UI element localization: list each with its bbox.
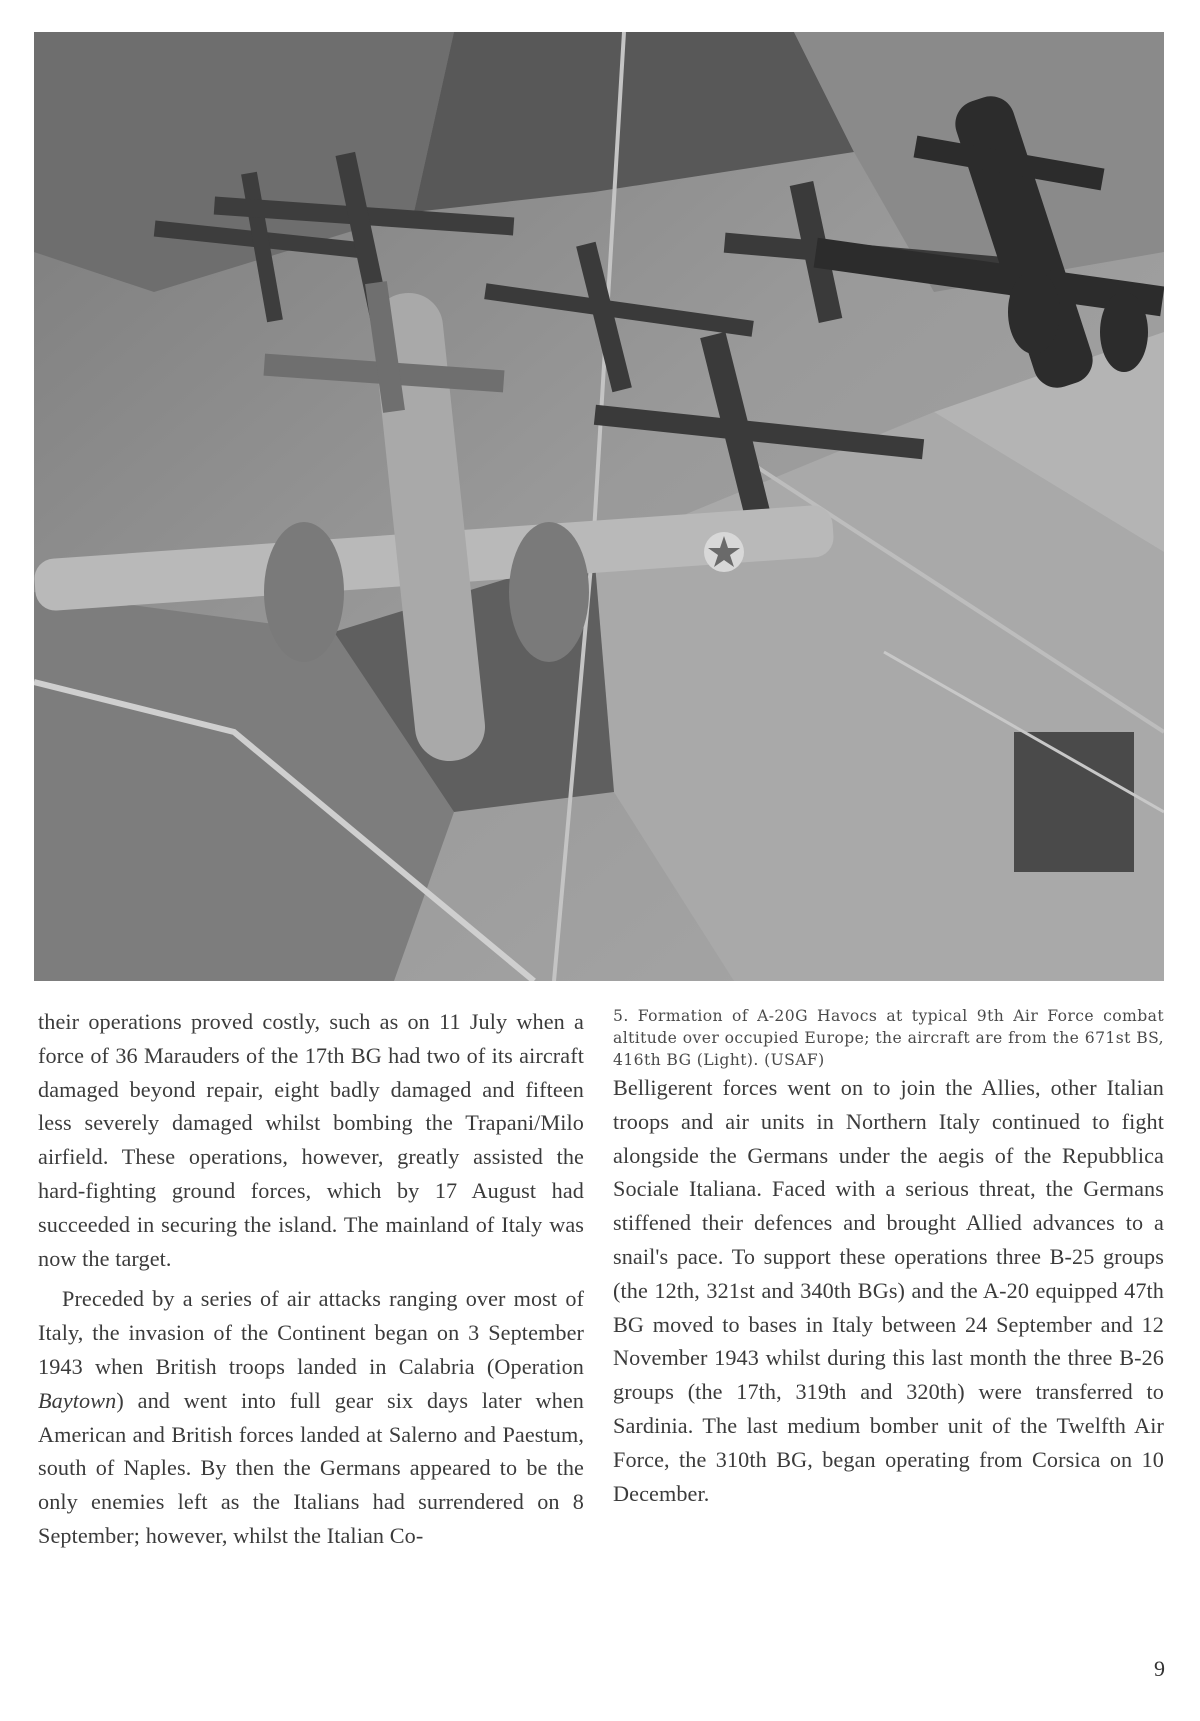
dark-field	[1014, 732, 1134, 872]
figure-caption: 5. Formation of A-20G Havocs at typical 9th Air Force combat altitude over occupied Europe; the aircraft are from the 671st BS, 416th BG (Light). (USAF)	[613, 1007, 1164, 1069]
formation-photo	[34, 32, 1164, 981]
text-span: Preceded by a series of air attacks ranging over most of Italy, the invasion of the Continent began on 3 September 1943 when British troops landed in Calabria (Operation	[38, 1286, 584, 1379]
body-paragraph	[38, 1282, 584, 1552]
body-paragraph: their operations proved costly, such as on 11 July when a force of 36 Marauders of the 17th BG had two of its aircraft damaged beyond repair, eight badly damaged and fifteen less severely damaged whilst bombing the Trapani/Milo airfield. These operations, however, greatly assisted the hard-fighting ground forces, which by 17 August had succeeded in securing the island. The mainland of Italy was now the target.	[38, 1009, 584, 1271]
right-column	[613, 1005, 1164, 1510]
text-span: ) and went into full gear six days later when American and British forces landed at Salerno and Paestum, south of Naples. By then the Germans appeared to be the only enemies left as the Italians had surrendered on 8 September; however, whilst the Italian Co-	[38, 1387, 584, 1548]
left-column	[38, 1005, 584, 1553]
page-number: 9	[1154, 1656, 1165, 1681]
aircraft-formation-photo-icon	[34, 32, 1164, 981]
operation-name: Baytown	[38, 1387, 117, 1413]
body-paragraph: Belligerent forces went on to join the Allies, other Italian troops and air units in Northern Italy continued to fight alongside the Germans under the aegis of the Repubblica Sociale Italiana. Faced with a serious threat, the Germans stiffened their defences and brought Allied advances to a snail's pace. To support these operations three B-25 groups (the 12th, 321st and 340th BGs) and the A-20 equipped 47th BG moved to bases in Italy between 24 September and 12 November 1943 whilst during this last month the three B-26 groups (the 17th, 319th and 320th) were transferred to Sardinia. The last medium bomber unit of the Twelfth Air Force, the 310th BG, began operating from Corsica on 10 December.	[613, 1075, 1164, 1506]
